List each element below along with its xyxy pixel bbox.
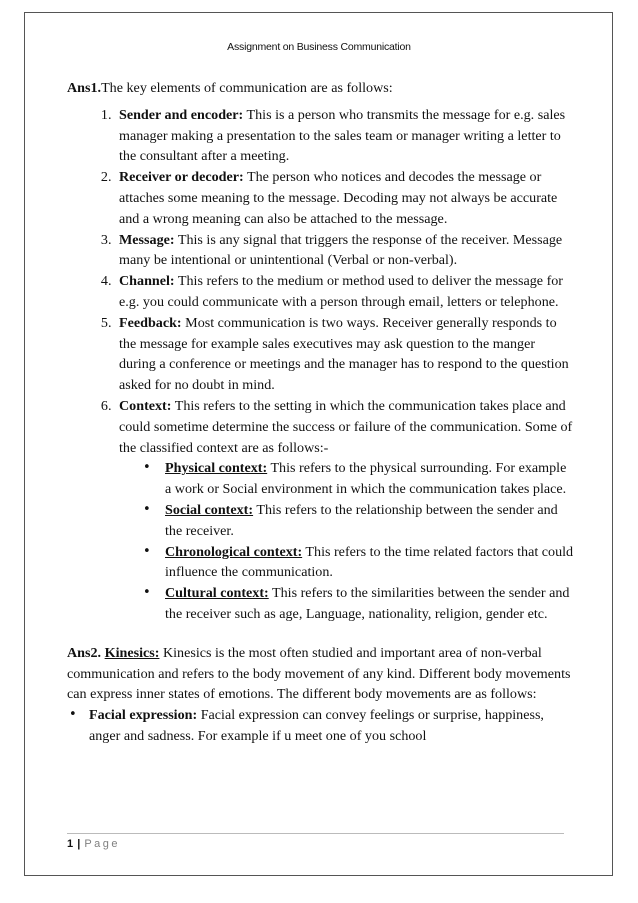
page-footer bbox=[67, 838, 120, 850]
item-term: Message: bbox=[119, 231, 175, 248]
item-term: Feedback: bbox=[119, 314, 182, 331]
item-text: This is any signal that triggers the response of the receiver. Message many be intentional or unintentional (Verbal or non-verbal). bbox=[119, 231, 563, 269]
ans2-paragraph bbox=[67, 643, 575, 705]
item-term: Context: bbox=[119, 397, 172, 414]
body-movements-list bbox=[67, 705, 575, 747]
context-term: Physical context: bbox=[165, 460, 268, 477]
ans2-label: Ans2. bbox=[67, 644, 102, 661]
document-body bbox=[67, 78, 575, 747]
item-text: This refers to the setting in which the communication takes place and could sometime determine the success or failure of the communication. Some of the classified context are as follows:- bbox=[119, 397, 573, 456]
list-item bbox=[115, 313, 575, 396]
page-label: Page bbox=[84, 838, 121, 850]
footer-divider bbox=[67, 833, 564, 834]
list-item bbox=[115, 167, 575, 229]
ans2-term: Kinesics: bbox=[104, 644, 160, 661]
context-term: Cultural context: bbox=[165, 585, 269, 602]
ans1-label: Ans1. bbox=[67, 80, 102, 96]
context-text: This refers to the relationship between the sender and the receiver. bbox=[165, 501, 558, 539]
item-text: The person who notices and decodes the message or attaches some meaning to the message. Decoding may not always be accurate and a wrong meaning can also be attached to the message. bbox=[119, 169, 558, 227]
page-number: 1 bbox=[67, 838, 74, 850]
elements-list bbox=[67, 105, 575, 625]
item-text: This is a person who transmits the message for e.g. sales manager making a presentation to the sales team or manager writing a letter to the consultant after a meeting. bbox=[119, 106, 566, 165]
list-item bbox=[143, 583, 575, 625]
context-term: Social context: bbox=[165, 501, 254, 518]
list-item bbox=[143, 458, 575, 500]
item-text: This refers to the medium or method used to deliver the message for e.g. you could communicate with a person through email, letters or telephone. bbox=[119, 273, 563, 310]
ans2-text: Kinesics is the most often studied and important area of non-verbal communication and refers to the body movement of any kind. Different body movements can express inner states of emotions. The different body movements are as follows: bbox=[67, 644, 571, 703]
list-item bbox=[115, 230, 575, 272]
item-term: Sender and encoder: bbox=[119, 106, 244, 123]
context-text: This refers to the physical surrounding. For example a work or Social environment in which the communication takes place. bbox=[165, 460, 567, 498]
item-term: Receiver or decoder: bbox=[119, 169, 244, 186]
list-item bbox=[143, 542, 575, 584]
item-text: Most communication is two ways. Receiver generally responds to the message for example sales executives may ask question to the manger during a conference or meetings and the manager has to respond to the question asked for no doubt in mind. bbox=[119, 314, 569, 394]
item-term: Channel: bbox=[119, 273, 175, 290]
ans1-intro-paragraph bbox=[67, 78, 575, 99]
context-text: This refers to the time related factors that could influence the communication. bbox=[165, 543, 574, 581]
list-item bbox=[115, 396, 575, 625]
movement-text: Facial expression can convey feelings or surprise, happiness, anger and sadness. For example if u meet one of you school bbox=[89, 707, 544, 744]
movement-term: Facial expression: bbox=[89, 707, 198, 724]
ans1-intro: The key elements of communication are as follows: bbox=[101, 80, 393, 96]
context-list bbox=[119, 458, 575, 624]
list-item bbox=[115, 271, 575, 313]
footer-separator: | bbox=[77, 838, 81, 850]
context-term: Chronological context: bbox=[165, 543, 303, 560]
context-text: This refers to the similarities between the sender and the receiver such as age, Language, nationality, religion, gender etc. bbox=[165, 585, 570, 622]
list-item bbox=[143, 500, 575, 542]
list-item bbox=[67, 705, 575, 747]
page-header: Assignment on Business Communication bbox=[227, 41, 411, 53]
list-item bbox=[115, 105, 575, 167]
